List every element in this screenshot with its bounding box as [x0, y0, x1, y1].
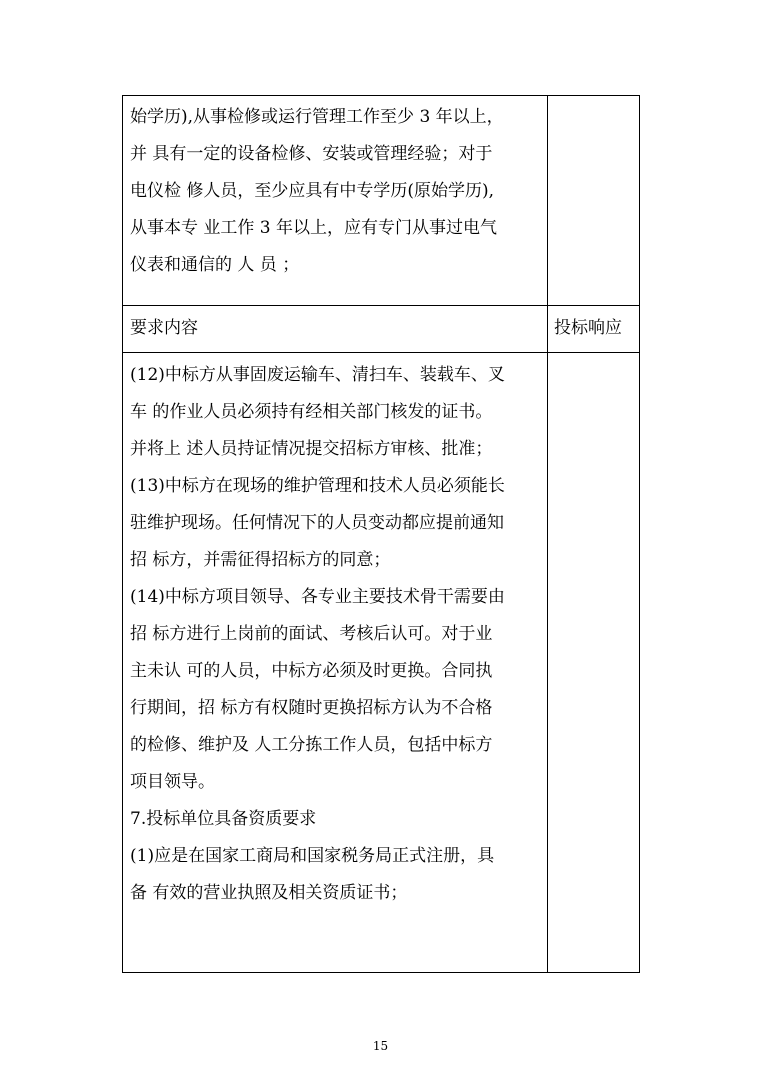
requirement-cell — [123, 96, 548, 306]
text-line: 7.投标单位具备资质要求 — [130, 809, 317, 829]
table-row-continued — [123, 96, 640, 306]
header-requirement-cell — [123, 306, 548, 353]
text-line: 电仪检 修人员，至少应具有中专学历(原始学历), — [130, 181, 495, 201]
text-line: 招 标方进行上岗前的面试、考核后认可。对于业 — [130, 624, 493, 644]
text-line: 主未认 可的人员，中标方必须及时更换。合同执 — [130, 661, 493, 681]
response-cell — [548, 353, 640, 973]
header-requirement-label: 要求内容 — [130, 318, 198, 338]
text-line: 行期间，招 标方有权随时更换招标方认为不合格 — [130, 698, 493, 718]
text-line: 招 标方，并需征得招标方的同意； — [130, 550, 391, 570]
table-header-row — [123, 306, 640, 353]
text-line: 始学历),从事检修或运行管理工作至少 3 年以上， — [130, 107, 504, 127]
requirement-text — [123, 96, 547, 284]
requirement-text — [123, 353, 547, 912]
text-line: 的检修、维护及 人工分拣工作人员，包括中标方 — [130, 735, 493, 755]
text-line: (14)中标方项目领导、各专业主要技术骨干需要由 — [130, 587, 505, 607]
text-line: 项目领导。 — [130, 772, 215, 792]
text-line: 备 有效的营业执照及相关资质证书； — [130, 883, 408, 903]
text-line: (12)中标方从事固废运输车、清扫车、装载车、叉 — [130, 365, 505, 385]
header-response-cell — [548, 306, 640, 353]
requirement-cell — [123, 353, 548, 973]
text-line: 并将上 述人员持证情况提交招标方审核、批准； — [130, 439, 493, 459]
page-number: 15 — [372, 1039, 389, 1053]
text-line: (13)中标方在现场的维护管理和技术人员必须能长 — [130, 476, 505, 496]
text-line: 仪表和通信的 人 员 ； — [130, 255, 300, 275]
requirements-table — [122, 95, 640, 973]
table-row — [123, 353, 640, 973]
text-line: 从事本专 业工作 3 年以上，应有专门从事过电气 — [130, 218, 498, 238]
text-line: 并 具有一定的设备检修、安装或管理经验；对于 — [130, 144, 493, 164]
text-line: 车 的作业人员必须持有经相关部门核发的证书。 — [130, 402, 493, 422]
text-line: (1)应是在国家工商局和国家税务局正式注册，具 — [130, 846, 495, 866]
header-response-label: 投标响应 — [554, 318, 622, 338]
text-line: 驻维护现场。任何情况下的人员变动都应提前通知 — [130, 513, 504, 533]
response-cell — [548, 96, 640, 306]
